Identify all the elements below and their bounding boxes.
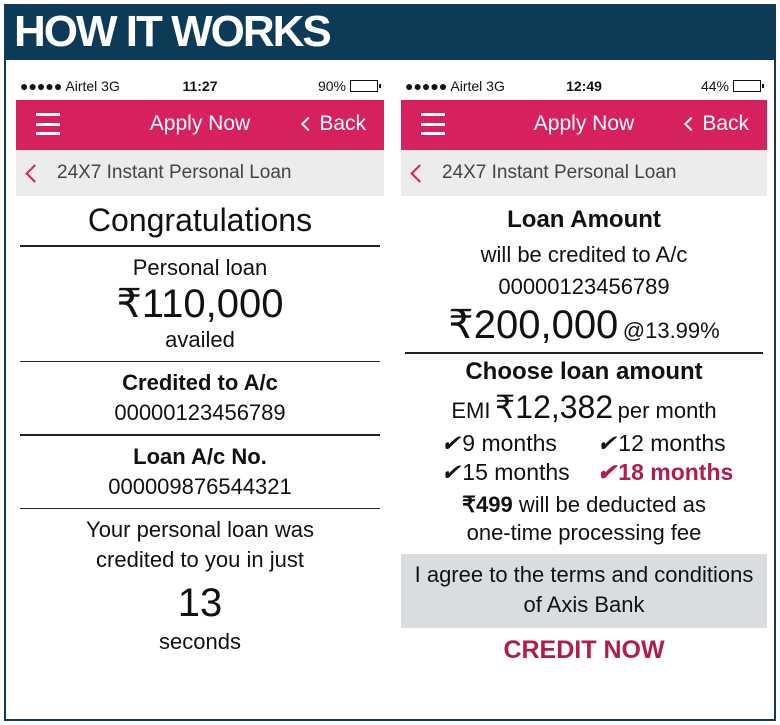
- confirmation-body: [16, 196, 384, 655]
- clock: 12:49: [566, 78, 602, 94]
- credit-line: will be credited to A/c: [480, 242, 688, 267]
- tenure-option-12[interactable]: [597, 430, 753, 457]
- phone-screen-confirmation: [16, 72, 384, 710]
- tenure-label: 15 months: [462, 458, 570, 485]
- tenure-options: [401, 430, 767, 486]
- terms-agreement[interactable]: [401, 554, 767, 628]
- emi-prefix: EMI: [451, 397, 491, 423]
- fee-line-2: one-time processing fee: [466, 519, 702, 545]
- status-bar: [16, 72, 384, 100]
- clock: 11:27: [182, 78, 218, 94]
- loan-availed-label: availed: [165, 326, 235, 352]
- back-label: Back: [319, 112, 366, 135]
- terms-line-2: of Axis Bank: [523, 591, 645, 617]
- carrier-label: ●●●●● Airtel 3G: [20, 78, 120, 94]
- tenure-label: 12 months: [618, 429, 726, 456]
- tenure-option-9[interactable]: [441, 430, 597, 457]
- loan-label: Personal loan: [132, 254, 268, 280]
- terms-line-1: I agree to the terms and conditions: [414, 561, 754, 587]
- loan-account-label: Loan A/c No.: [133, 443, 267, 469]
- topbar-title: Apply Now: [533, 112, 635, 135]
- chevron-left-icon: [25, 164, 43, 182]
- battery-indicator: [318, 78, 378, 94]
- interest-rate: @13.99%: [622, 318, 720, 343]
- check-icon: ✔: [597, 458, 617, 485]
- phone-screen-loan-selection: [401, 72, 767, 710]
- breadcrumb-label: 24X7 Instant Personal Loan: [57, 162, 292, 183]
- back-label: Back: [702, 112, 749, 135]
- tenure-label: 18 months: [618, 458, 734, 485]
- header-banner: [4, 4, 776, 60]
- loan-account-number: 000009876544321: [108, 473, 292, 499]
- status-bar: [401, 72, 767, 100]
- back-button[interactable]: [303, 112, 366, 136]
- message-line-2: credited to you in just: [96, 547, 304, 572]
- back-button[interactable]: [686, 112, 749, 136]
- seconds-label: seconds: [159, 629, 241, 654]
- topbar-title: Apply Now: [149, 112, 251, 135]
- congratulations-heading: Congratulations: [87, 202, 313, 238]
- credited-account: 00000123456789: [114, 400, 286, 425]
- tenure-label: 9 months: [462, 429, 557, 456]
- battery-icon: [350, 80, 378, 92]
- tenure-option-18-selected[interactable]: [597, 459, 753, 486]
- account-number: 00000123456789: [498, 274, 670, 299]
- breadcrumb[interactable]: [16, 150, 384, 196]
- loan-amount: ₹200,000: [448, 303, 619, 347]
- seconds-value: 13: [177, 581, 223, 625]
- battery-percent: 44%: [700, 78, 729, 94]
- loan-amount: ₹110,000: [116, 281, 284, 326]
- fee-amount: ₹499: [462, 491, 513, 517]
- credited-label: Credited to A/c: [122, 370, 278, 395]
- emi-row: [401, 386, 767, 430]
- loan-selection-body: [401, 196, 767, 665]
- choose-loan-label: Choose loan amount: [465, 357, 703, 385]
- credit-now-button[interactable]: CREDIT NOW: [503, 635, 665, 664]
- emi-suffix: per month: [617, 397, 717, 423]
- loan-amount-heading: Loan Amount: [507, 206, 661, 233]
- check-icon: ✔: [597, 429, 617, 456]
- fee-text: will be deducted as: [518, 491, 706, 517]
- loan-amount-row: [401, 300, 767, 352]
- chevron-left-icon: [684, 117, 698, 131]
- breadcrumb-label: 24X7 Instant Personal Loan: [442, 162, 677, 183]
- app-topbar: [16, 100, 384, 150]
- emi-amount: ₹12,382: [494, 388, 614, 425]
- battery-percent: 90%: [317, 78, 346, 94]
- tenure-option-15[interactable]: [441, 459, 597, 486]
- battery-indicator: [701, 78, 761, 94]
- message-line-1: Your personal loan was: [86, 517, 314, 542]
- app-topbar: [401, 100, 767, 150]
- chevron-left-icon: [410, 164, 428, 182]
- check-icon: ✔: [441, 429, 461, 456]
- breadcrumb[interactable]: [401, 150, 767, 196]
- chevron-left-icon: [301, 117, 315, 131]
- banner-title: HOW IT WORKS: [14, 7, 330, 56]
- battery-icon: [733, 80, 761, 92]
- fee-line-1: [401, 486, 767, 518]
- check-icon: ✔: [441, 458, 461, 485]
- carrier-label: ●●●●● Airtel 3G: [405, 78, 505, 94]
